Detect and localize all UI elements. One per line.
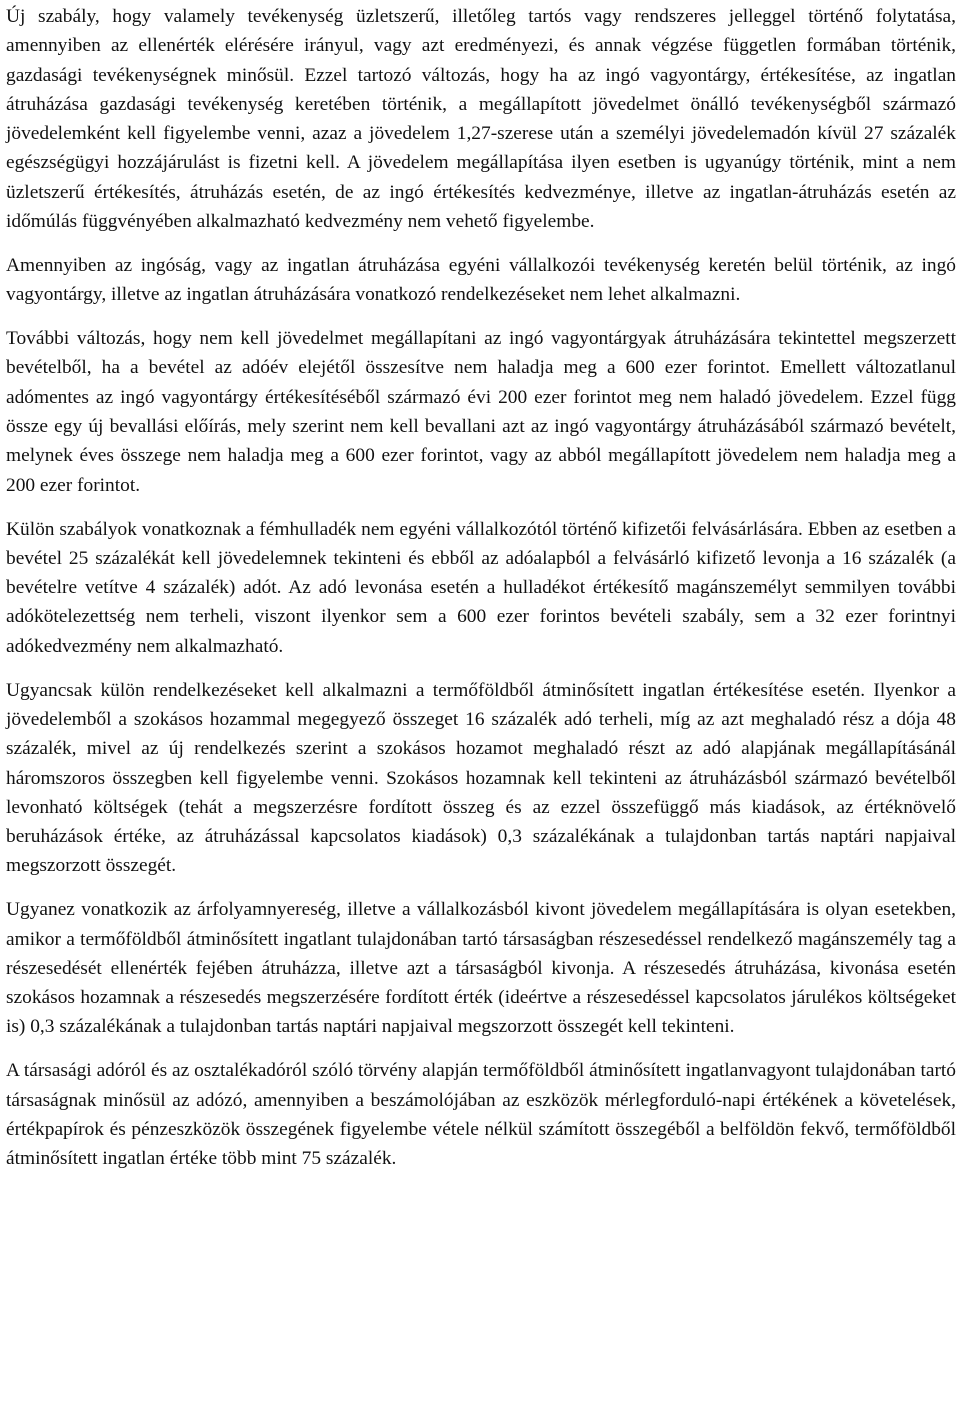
paragraph-5: Ugyancsak külön rendelkezéseket kell alkalmazni a termőföldből átminősített ingatlan értékesítése esetén. Ilyenkor a jövedelemből a szokásos hozammal megegyező összeget 16 százalék adó terheli, míg az azt meghaladó rész a dója 48 százalék, mivel az új rendelkezés szerint a szokásos hozamot meghaladó részt az adó alapjának megállapításánál háromszoros összegben kell figyelembe venni. Szokásos hozamnak kell tekinteni az átruházásból származó bevételből levonható költségek (tehát a megszerzésre fordított összeg és az ezzel összefüggő más kiadások, az értéknövelő beruházások értéke, az átruházással kapcsolatos kiadások) 0,3 százalékának a tulajdonban tartás naptári napjaival megszorzott összegét. — [6, 679, 956, 877]
paragraph-7: A társasági adóról és az osztalékadóról szóló törvény alapján termőföldből átminősített ingatlanvagyont tulajdonában tartó társaságnak minősül az adózó, amennyiben a beszámolójában az eszközök mérlegforduló-napi értékének a követelések, értékpapírok és pénzeszközök összegének figyelembe vétele nélkül számított összegéből a belföldön fekvő, termőföldből átminősített ingatlan értéke több mint 75 százalék. — [6, 1060, 956, 1170]
paragraph-4: Külön szabályok vonatkoznak a fémhulladék nem egyéni vállalkozótól történő kifizetői felvásárlására. Ebben az esetben a bevétel 25 százalékát kell jövedelemnek tekinteni és ebből az adóalapból a felvásárló kifizető levonja a 16 százalék (a bevételre vetítve 4 százalék) adót. Az adó levonása esetén a hulladékot értékesítő magánszemélyt semmilyen további adókötelezettség nem terheli, viszont ilyenkor sem a 600 ezer forintos bevételi szabály, sem a 32 ezer forintnyi adókedvezmény nem alkalmazható. — [6, 518, 956, 657]
document-page — [6, 2, 956, 1174]
paragraph-3: További változás, hogy nem kell jövedelmet megállapítani az ingó vagyontárgyak átruházására tekintettel megszerzett bevételből, ha a bevétel az adóév elejétől összesítve nem haladja meg a 600 ezer forintot. Emellett változatlanul adómentes az ingó vagyontárgy értékesítéséből származó évi 200 ezer forintot meg nem haladó jövedelem. Ezzel függ össze egy új bevallási előírás, mely szerint nem kell bevallani azt az ingó vagyontárgy átruházásából származó bevételt, melynek éves összege nem haladja meg a 600 ezer forintot, vagy az abból megállapított jövedelem nem haladja meg a 200 ezer forintot. — [6, 328, 956, 496]
paragraph-6: Ugyanez vonatkozik az árfolyamnyereség, illetve a vállalkozásból kivont jövedelem megállapítására is olyan esetekben, amikor a termőföldből átminősített ingatlant tulajdonában tartó társaságban részesedéssel rendelkező magánszemély tag a részesedését ellenérték fejében átruházza, illetve azt a társaságból kivonja. A részesedés átruházása, kivonása esetén szokásos hozamnak a részesedés megszerzésére fordított érték (ideértve a részesedéssel kapcsolatos járulékos költségeket is) 0,3 százalékának a tulajdonban tartás naptári napjaival megszorzott összegét kell tekinteni. — [6, 899, 956, 1038]
paragraph-1: Új szabály, hogy valamely tevékenység üzletszerű, illetőleg tartós vagy rendszeres jelleggel történő folytatása, amennyiben az ellenérték elérésére irányul, vagy azt eredményezi, és annak végzése független formában történik, gazdasági tevékenységnek minősül. Ezzel tartozó változás, hogy ha az ingó vagyontárgy, értékesítése, az ingatlan átruházása gazdasági tevékenység keretében történik, a megállapított jövedelmet önálló tevékenységből származó jövedelemként kell figyelembe venni, azaz a jövedelem 1,27-szerese után a személyi jövedelemadón kívül 27 százalék egészségügyi hozzájárulást is fizetni kell. A jövedelem megállapítása ilyen esetben is ugyanúgy történik, mint a nem üzletszerű értékesítés, átruházás esetén, de az ingó értékesítés kedvezménye, illetve az ingatlan-átruházás esetén az időmúlás függvényében alkalmazható kedvezmény nem vehető figyelembe. — [6, 6, 956, 233]
paragraph-2: Amennyiben az ingóság, vagy az ingatlan átruházása egyéni vállalkozói tevékenység keretén belül történik, az ingó vagyontárgy, illetve az ingatlan átruházására vonatkozó rendelkezéseket nem lehet alkalmazni. — [6, 254, 956, 306]
